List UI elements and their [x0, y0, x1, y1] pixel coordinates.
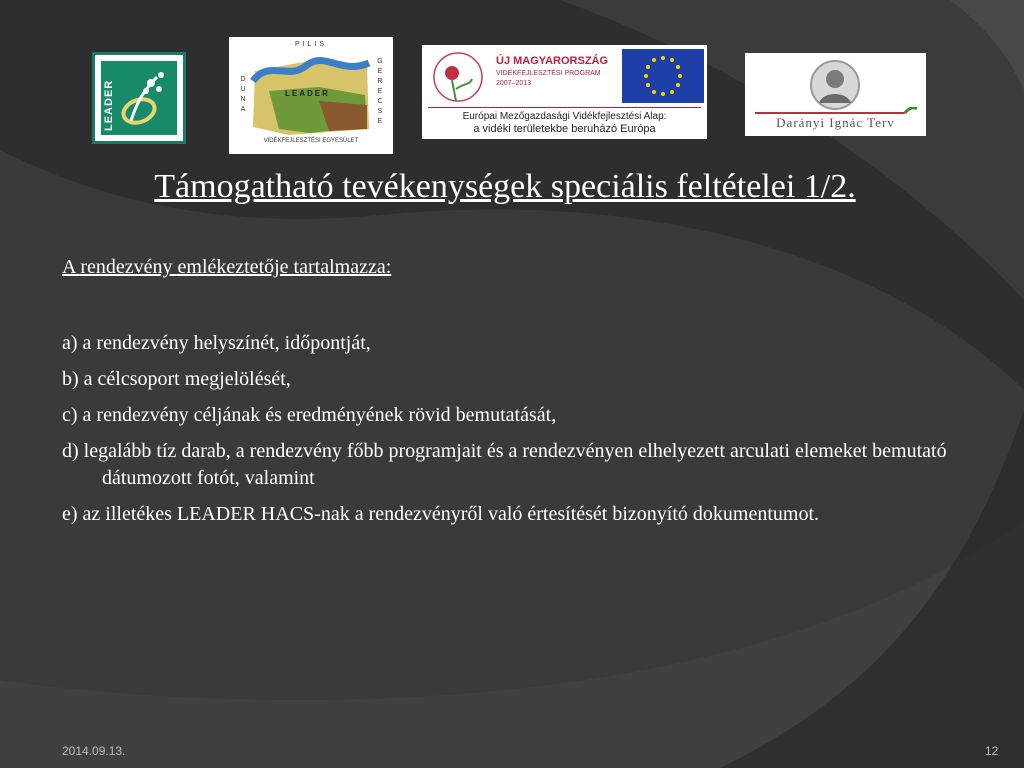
leader-logo-text: LEADER: [103, 79, 115, 131]
page-number: 12: [985, 744, 999, 758]
tricolor-line-icon: [755, 107, 917, 115]
umvp-subtitle: VIDÉKFEJLESZTÉSI PROGRAM: [496, 70, 601, 77]
list-item: d) legalább tíz darab, a rendezvény főbb programjait és a rendezvényen elhelyezett arculati elemeket bemutató dátumozott fotót, valamint: [62, 440, 947, 489]
dpg-left-text: D U N A: [240, 76, 246, 113]
dpg-center-text: LEADER: [285, 89, 330, 98]
umvp-divider: [428, 107, 701, 108]
list-item: b) a célcsoport megjelölését,: [62, 368, 291, 390]
flower-emblem-icon: [428, 49, 490, 105]
dpg-bottom-text: VIDÉKFEJLESZTÉSI EGYESÜLET: [263, 138, 359, 144]
slide-title: Támogatható tevékenységek speciális feltételei 1/2.: [154, 168, 856, 205]
daranyi-ignac-terv-logo: [745, 53, 926, 136]
umvp-title: ÚJ MAGYARORSZÁG: [496, 55, 609, 67]
umvp-years: 2007–2013: [496, 80, 532, 87]
dpg-right-text: G E R E C S E: [377, 58, 383, 125]
eu-flag-icon: [622, 49, 704, 103]
portrait-icon: [807, 57, 863, 113]
daranyi-text: Darányi Ignác Terv: [776, 115, 895, 130]
intro-text: A rendezvény emlékeztetője tartalmazza:: [62, 256, 392, 278]
leader-logo: [92, 52, 186, 144]
requirements-list: [62, 330, 962, 537]
uj-magyarorszag-logo: [422, 45, 707, 139]
umvp-line2: a vidéki területekbe beruházó Európa: [473, 123, 656, 135]
footer-date: 2014.09.13.: [62, 744, 126, 758]
duna-pilis-gerecse-logo: [229, 37, 393, 154]
dpg-top-text: PILIS: [294, 41, 328, 48]
list-item: e) az illetékes LEADER HACS-nak a rendezvényről való értesítését bizonyító dokumentumot.: [62, 503, 820, 525]
list-item: a) a rendezvény helyszínét, időpontját,: [62, 332, 371, 354]
umvp-line1: Európai Mezőgazdasági Vidékfejlesztési Alap:: [462, 111, 667, 122]
list-item: c) a rendezvény céljának és eredményének rövid bemutatását,: [62, 404, 557, 426]
